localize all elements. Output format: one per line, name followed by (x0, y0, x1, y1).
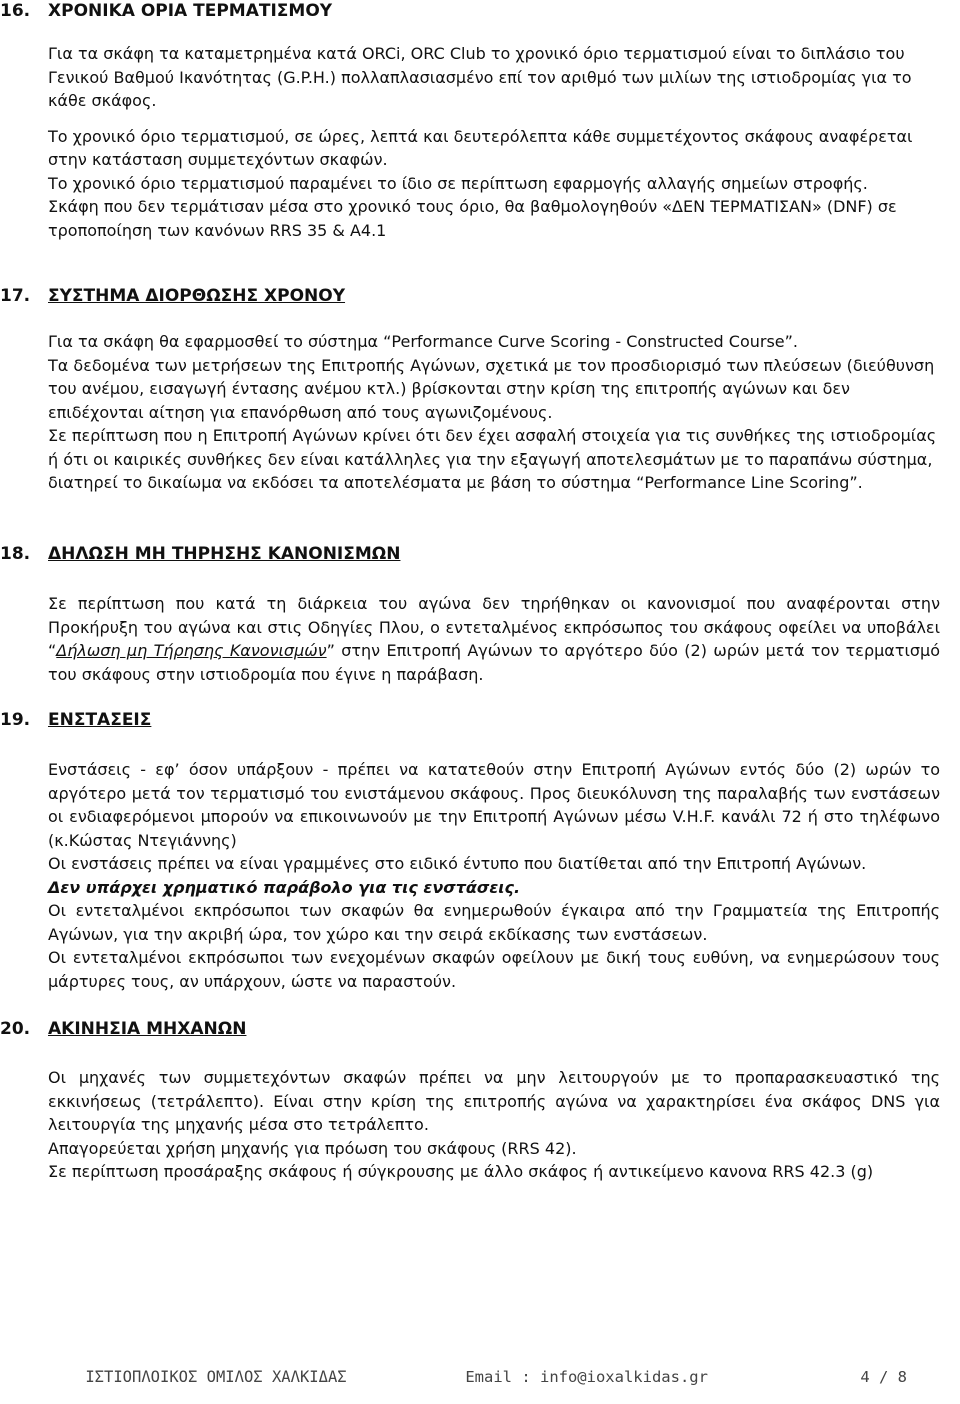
paragraph: Για τα σκάφη θα εφαρμοσθεί το σύστημα “Performance Curve Scoring - Constructed Course”. (48, 332, 799, 351)
text-run: ” στην Επιτροπή Αγώνων το αργότερο δύο (2) ωρών μετά τον τερματισμό του σκάφους στην ιστιοδρομία που έγινε η παράβαση. (48, 641, 940, 684)
paragraph (48, 592, 940, 686)
section-number: 19. (0, 710, 31, 730)
section-19-heading (0, 709, 151, 731)
paragraph: Οι εντεταλμένοι εκπρόσωποι των σκαφών θα ενημερωθούν έγκαιρα από την Γραμματεία της Επιτροπής Αγώνων, για την ακριβή ώρα, τον χώρο και την σειρά εκδίκασης των ενστάσεων. (48, 901, 940, 944)
footer-email: Email : info@ioxalkidas.gr (465, 1368, 708, 1386)
section-title: ΣΥΣΤΗΜΑ ΔΙΟΡΘΩΣΗΣ ΧΡΟΝΟΥ (48, 286, 346, 306)
section-17-heading (0, 285, 345, 307)
section-title: ΑΚΙΝΗΣΙΑ ΜΗΧΑΝΩΝ (48, 1019, 247, 1039)
paragraph: Οι μηχανές των συμμετεχόντων σκαφών πρέπει να μην λειτουργούν με το προπαρασκευαστικό της εκκινήσεως (τετράλεπτο). Είναι στην κρίση της επιτροπής αγώνα να χαρακτηρίσει ένα σκάφος DNS για λειτουργία της μηχανής μέσα στο τετράλεπτο. (48, 1068, 940, 1134)
section-19-body (48, 758, 940, 993)
paragraph-emphasis: Δεν υπάρχει χρηματικό παράβολο για τις ενστάσεις. (48, 877, 521, 897)
text-run: Σε περίπτωση που κατά τη διάρκεια του αγώνα δεν τηρήθηκαν οι κανονισμοί που αναφέρονται στην Προκήρυξη του αγώνα και στις Οδηγίες Πλου, ο εντεταλμένος εκπρόσωπος του σκάφους οφείλει να υποβάλει “ (48, 594, 940, 660)
section-number: 20. (0, 1019, 31, 1039)
section-16-body (48, 42, 940, 242)
paragraph: Για τα σκάφη τα καταμετρημένα κατά ORCi, ORC Club το χρονικό όριο τερματισμού είναι το διπλάσιο του Γενικού Βαθμού Ικανότητας (G.P.H.) πολλαπλασιασμένο επί τον αριθμό των μιλίων της ιστιοδρομίας για το κάθε σκάφος. (48, 44, 912, 110)
footer-club-name: ΙΣΤΙΟΠΛΟΙΚΟΣ ΟΜΙΛΟΣ ΧΑΛΚΙΔΑΣ (85, 1368, 347, 1386)
paragraph: Οι ενστάσεις πρέπει να είναι γραμμένες στο ειδικό έντυπο που διατίθεται από την Επιτροπή Αγώνων. (48, 854, 867, 873)
paragraph: Απαγορεύεται χρήση μηχανής για πρόωση του σκάφους (RRS 42). (48, 1138, 577, 1158)
section-title: ΧΡΟΝΙΚΑ ΟΡΙΑ ΤΕΡΜΑΤΙΣΜΟΥ (48, 1, 333, 21)
paragraph: Ενστάσεις - εφ’ όσον υπάρξουν - πρέπει να κατατεθούν στην Επιτροπή Αγώνων εντός δύο (2) ωρών το αργότερο μετά τον τερματισμό του ενιστάμενου σκάφους. Προς διευκόλυνση της παραλαβής των ενστάσεων οι ενδιαφερόμενοι μπορούν να επικοινωνούν με την Επιτροπή Αγώνων μέσω V.H.F. κανάλι 72 ή στο τηλέφωνο (κ.Κώστας Ντεγιάννης) (48, 760, 940, 850)
section-number: 18. (0, 544, 31, 564)
section-20-body (48, 1066, 940, 1184)
page-footer (48, 1350, 907, 1404)
paragraph: Τα δεδομένα των μετρήσεων της Επιτροπής Αγώνων, σχετικά με τον προσδιορισμό των πλεύσεων (διεύθυνση του ανέμου, εισαγωγή έντασης ανέμου κτλ.) βρίσκονται στην κρίση της επιτροπής αγώνων και δεν επιδέχονται αίτηση για επανόρθωση από τους αγωνιζομένους. (48, 355, 935, 422)
section-18-heading (0, 543, 400, 565)
paragraph: Σε περίπτωση προσάραξης σκάφους ή σύγκρουσης με άλλο σκάφος ή αντικείμενο κανονα RRS 42.3 (g) (48, 1162, 874, 1181)
paragraph: Σκάφη που δεν τερμάτισαν μέσα στο χρονικό τους όριο, θα βαθμολογηθούν «ΔΕΝ ΤΕΡΜΑΤΙΣΑΝ» (DNF) σε τροποποίηση των κανόνων RRS 35 & A4.1 (48, 197, 897, 240)
section-17-body (48, 330, 940, 495)
section-number: 16. (0, 1, 31, 21)
emphasis-text: Δήλωση μη Τήρησης Κανονισμών (56, 641, 327, 660)
section-20-heading (0, 1018, 246, 1040)
section-title: ΔΗΛΩΣΗ ΜΗ ΤΗΡΗΣΗΣ ΚΑΝΟΝΙΣΜΩΝ (48, 544, 401, 564)
section-title: ΕΝΣΤΑΣΕΙΣ (48, 710, 152, 730)
paragraph: Σε περίπτωση που η Επιτροπή Αγώνων κρίνει ότι δεν έχει ασφαλή στοιχεία για τις συνθήκες της ιστιοδρομίας ή ότι οι καιρικές συνθήκες δεν είναι κατάλληλες για την εξαγωγή αποτελεσμάτων με το παραπάνω σύστημα, διατηρεί το δικαίωμα να εκδόσει τα αποτελέσματα με βάση το σύστημα “Performance Line Scoring”. (48, 426, 937, 492)
footer-page-number: 4 / 8 (860, 1368, 907, 1386)
section-16-heading (0, 0, 332, 22)
section-number: 17. (0, 286, 31, 306)
paragraph: Το χρονικό όριο τερματισμού, σε ώρες, λεπτά και δευτερόλεπτα κάθε συμμετέχοντος σκάφους αναφέρεται στην κατάσταση συμμετεχόντων σκαφών. (48, 126, 913, 169)
paragraph: Οι εντεταλμένοι εκπρόσωποι των ενεχομένων σκαφών οφείλουν με δική τους ευθύνη, να ενημερώσουν τους μάρτυρες τους, αν υπάρχουν, ώστε να παραστούν. (48, 948, 940, 991)
paragraph: Το χρονικό όριο τερματισμού παραμένει το ίδιο σε περίπτωση εφαρμογής αλλαγής σημείων στροφής. (48, 173, 868, 193)
section-18-body (48, 592, 940, 686)
